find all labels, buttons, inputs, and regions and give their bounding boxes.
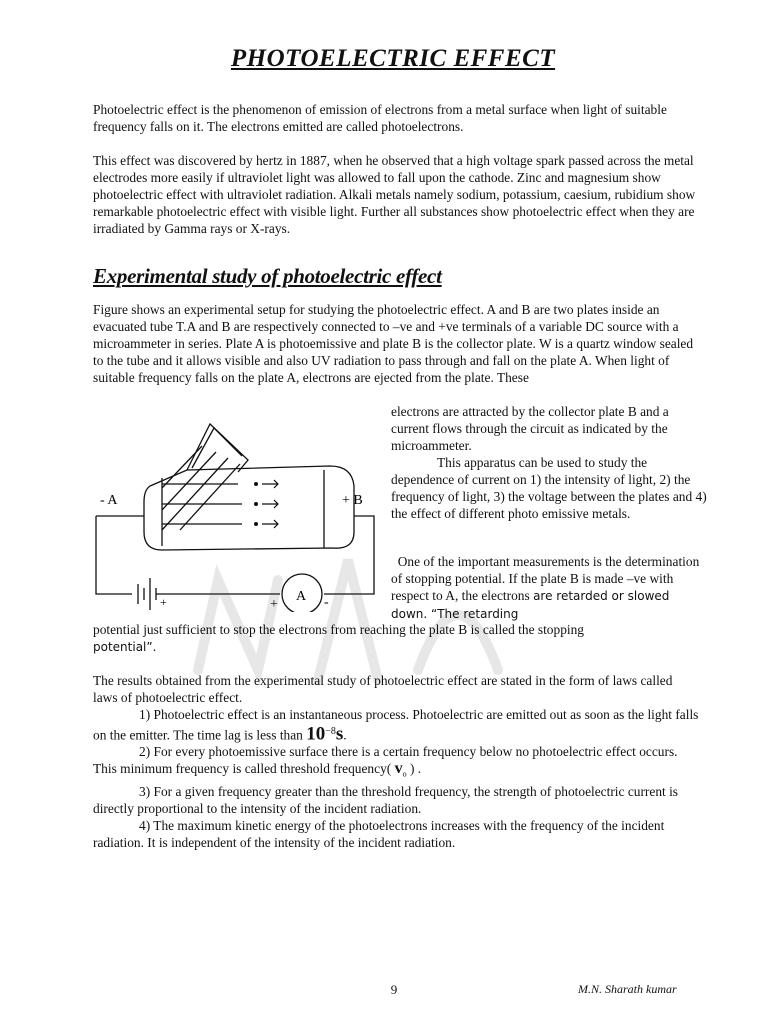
author-name: M.N. Sharath kumar — [578, 982, 677, 996]
ammeter-label: A — [296, 589, 307, 604]
page-title: PHOTOELECTRIC EFFECT — [230, 45, 556, 72]
intro-paragraph — [93, 101, 699, 135]
law-2: 2) For every photoemissive surface there is a certain frequency below no photoelectric effect occurs. This minimum frequency is called threshold frequency( $v_o$ ) . — [93, 744, 678, 780]
page-number: 9 — [390, 982, 398, 997]
time-lag-value: 10 — [306, 723, 326, 745]
paragraph-text: electrons are attracted by the collector plate B and a current flows through the circuit as indicated by the microammeter. — [391, 404, 669, 453]
paragraph-text: One of the important measurements is the determination of stopping potential. If the plate B is made –ve with respect to A, the electrons — [391, 554, 700, 603]
discovery-paragraph — [93, 152, 699, 237]
paragraph-text: potential”. — [93, 640, 157, 654]
right-column-text — [391, 403, 709, 522]
paragraph-text: are retarded or slowed down. “The retarding — [391, 589, 670, 621]
setup-paragraph — [93, 301, 699, 386]
paragraph-text: Photoelectric effect is the phenomenon of emission of electrons from a metal surface when light of suitable frequency falls on it. The electrons emitted are called photoelectrons. — [93, 102, 667, 134]
ammeter-plus: + — [270, 597, 278, 612]
battery-plus: + — [160, 595, 167, 609]
right-column-stopping — [391, 553, 709, 623]
laws-section — [93, 672, 699, 851]
paragraph-text: The results obtained from the experimental study of photoelectric effect are stated in the form of laws called laws of photoelectric effect. — [93, 673, 673, 705]
section-heading: Experimental study of photoelectric effect — [93, 264, 442, 288]
label-minus-a: - A — [100, 493, 118, 508]
threshold-symbol: v — [394, 760, 403, 778]
paragraph-text: This apparatus can be used to study the dependence of current on 1) the intensity of light, 2) the frequency of light, 3) the voltage between the plates and 4) the effect of different photo emissive metals. — [391, 455, 707, 521]
paragraph-text: This effect was discovered by hertz in 1887, when he observed that a high voltage spark passed across the metal electrodes more easily if ultraviolet light was allowed to fall upon the cathode. Zinc and magnesium show photoelectric effect with ultraviolet radiation. Alkali metals namely sodium, potassium, caesium, rubidium show remarkable photoelectric effect with visible light. Further all substances show photoelectric effect when they are irradiated by Gamma rays or X-rays. — [93, 153, 696, 236]
ammeter-minus: - — [324, 595, 329, 610]
law-3: 3) For a given frequency greater than the threshold frequency, the strength of photoelectric current is directly proportional to the intensity of the incident radiation. — [93, 784, 679, 817]
law-1: 1) Photoelectric effect is an instantaneous process. Photoelectric are emitted out as soon as the light falls on the emitter. The time lag is less than $10^{-8}s$. — [93, 707, 699, 745]
law-4: 4) The maximum kinetic energy of the photoelectrons increases with the frequency of the incident radiation. It is independent of the intensity of the incident radiation. — [93, 818, 665, 851]
label-plus-b: + B — [342, 493, 363, 508]
paragraph-text: potential just sufficient to stop the electrons from reaching the plate B is called the stopping — [93, 622, 584, 637]
stopping-potential-paragraph — [93, 621, 699, 656]
paragraph-text: Figure shows an experimental setup for studying the photoelectric effect. A and B are two plates inside an evacuated tube T.A and B are respectively connected to –ve and +ve terminals of a variable DC source with a microammeter in series. Plate A is photoemissive and plate B is the collector plate. W is a quartz window sealed to the tube and it allows visible and also UV radiation to pass through and fall on the plate A. When light of suitable frequency falls on the plate A, electrons are ejected from the plate. These — [93, 302, 694, 385]
